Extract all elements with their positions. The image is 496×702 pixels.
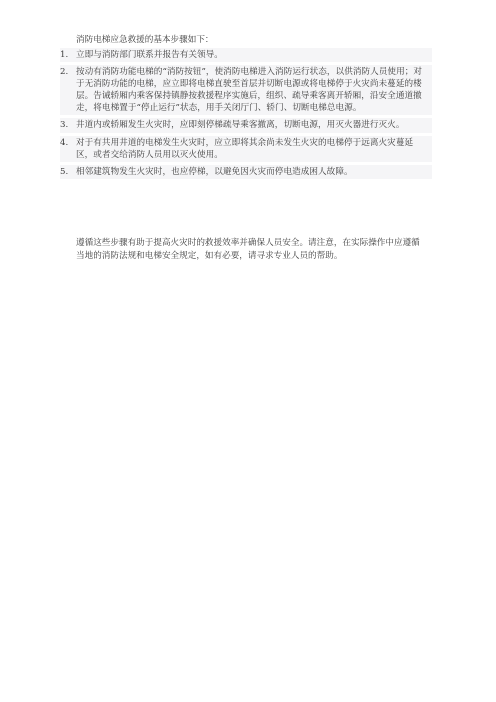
list-item xyxy=(60,165,432,179)
list-item xyxy=(60,65,432,115)
step-text: 对于有共用井道的电梯发生火灾时，应立即将其余尚未发生火灾的电梯停于远离火灾蔓延区，或者交给消防人员用以灭火使用。 xyxy=(76,137,414,160)
step-text: 立即与消防部门联系并报告有关领导。 xyxy=(76,50,223,60)
step-text: 按动有消防功能电梯的“消防按钮”，使消防电梯进入消防运行状态，以供消防人员使用；对于无消防功能的电梯，应立即将电梯直驶至首层并切断电源或将电梯停于火灾尚未蔓延的楼层。告诫轿厢内乘客保持镇静按救援程序实施后，组织、疏导乘客离开轿厢，沿安全通道撤走，将电梯置于“停止运行”状态，用手关闭厅门、轿门、切断电梯总电源。 xyxy=(76,67,422,114)
step-number: 3. xyxy=(60,120,69,131)
intro-text: 消防电梯应急救援的基本步骤如下： xyxy=(76,35,214,45)
step-number: 2. xyxy=(60,67,69,78)
step-number: 5. xyxy=(60,166,69,177)
list-item xyxy=(60,48,432,62)
list-item xyxy=(60,118,432,132)
step-text: 井道内或轿厢发生火灾时，应即刻停梯疏导乘客撤离，切断电源，用灭火器进行灭火。 xyxy=(76,120,405,131)
list-item xyxy=(60,136,432,162)
step-number: 4. xyxy=(60,137,69,148)
steps-list xyxy=(60,48,432,182)
closing-paragraph: 遵循这些步骤有助于提高火灾时的救援效率并确保人员安全。请注意，在实际操作中应遵循当地的消防法规和电梯安全规定，如有必要，请寻求专业人员的帮助。 xyxy=(76,238,420,261)
step-number: 1. xyxy=(60,50,69,60)
step-text: 相邻建筑物发生火灾时，也应停梯，以避免因火灾而停电造成困人故障。 xyxy=(76,166,353,177)
